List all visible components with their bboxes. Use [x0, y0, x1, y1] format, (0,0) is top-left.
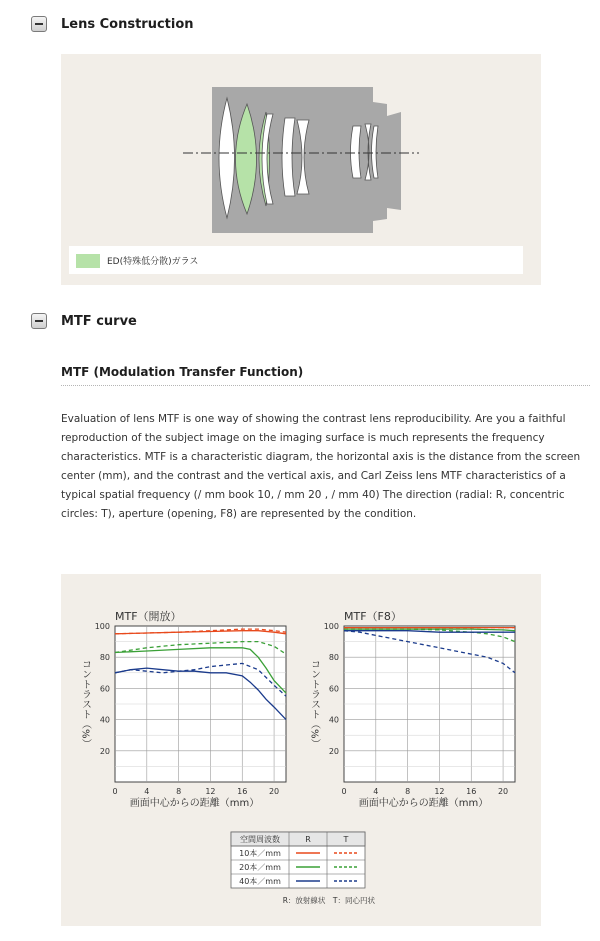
lens-construction-panel	[61, 54, 541, 285]
x-tick-label: 20	[268, 787, 280, 796]
mtf-description: Evaluation of lens MTF is one way of showing the contrast lens reproducibility. Are you a faithful reproduction of the subject image on the imaging surface is much represents the frequency characteristics. MTF is a characteristic diagram, the horizontal axis is the distance from the screen center (mm), and the contrast and the vertical axis, and Carl Zeiss lens MTF characteristics of a typical spatial frequency (/ mm book 10, / mm 20 , / mm 40) The direction (radial: R, concentric circles: T), aperture (opening, F8) are represented by the condition.	[61, 413, 581, 520]
legend-row-label: 10本／mm	[239, 849, 281, 858]
y-tick-label: 100	[323, 622, 339, 631]
ed-glass-swatch	[76, 254, 100, 268]
ed-glass-label: ED(特殊低分散)ガラス	[107, 257, 199, 267]
y-tick-label: 40	[328, 715, 339, 725]
lens-legend	[69, 246, 523, 274]
x-tick-label: 16	[237, 787, 248, 796]
y-tick-label: 80	[99, 653, 110, 663]
legend-note: R：放射線状 T：同心円状	[282, 896, 375, 905]
x-tick-label: 12	[205, 787, 216, 796]
legend-header-cell: T	[343, 835, 349, 844]
x-axis-label: 画面中心からの距離（mm）	[358, 798, 489, 809]
x-tick-label: 8	[176, 787, 182, 796]
y-axis-label: コントラスト（%）	[308, 659, 320, 749]
x-tick-label: 0	[341, 787, 347, 796]
y-tick-label: 20	[328, 746, 339, 756]
y-tick-label: 60	[99, 684, 110, 694]
y-tick-label: 20	[99, 746, 110, 756]
collapse-toggle-mtf-curve[interactable]	[31, 313, 47, 329]
section-title-lens-construction: Lens Construction	[61, 17, 194, 32]
collapse-toggle-lens-construction[interactable]	[31, 16, 47, 32]
subheading-divider	[61, 385, 590, 386]
y-tick-label: 60	[328, 684, 339, 694]
y-tick-label: 80	[328, 653, 339, 663]
mtf-subheading: MTF (Modulation Transfer Function)	[61, 365, 304, 379]
mtf-charts	[61, 574, 541, 926]
x-tick-label: 0	[112, 787, 118, 796]
chart-title: MTF（開放）	[115, 610, 182, 623]
x-tick-label: 8	[405, 787, 411, 796]
legend-header-cell: 空間周波数	[240, 835, 280, 844]
y-axis-label: コントラスト（%）	[79, 659, 91, 749]
legend-header-cell: R	[305, 835, 311, 844]
section-title-mtf-curve: MTF curve	[61, 314, 137, 329]
x-tick-label: 16	[466, 787, 477, 796]
x-axis-label: 画面中心からの距離（mm）	[129, 798, 260, 809]
x-tick-label: 12	[434, 787, 445, 796]
x-tick-label: 4	[144, 787, 150, 796]
y-tick-label: 100	[94, 622, 110, 631]
chart-title: MTF（F8）	[344, 610, 402, 623]
mtf-chart-panel	[61, 574, 541, 926]
y-tick-label: 40	[99, 715, 110, 725]
x-tick-label: 4	[373, 787, 379, 796]
legend-row-label: 40本／mm	[239, 877, 281, 886]
legend-row-label: 20本／mm	[239, 863, 281, 872]
x-tick-label: 20	[497, 787, 509, 796]
